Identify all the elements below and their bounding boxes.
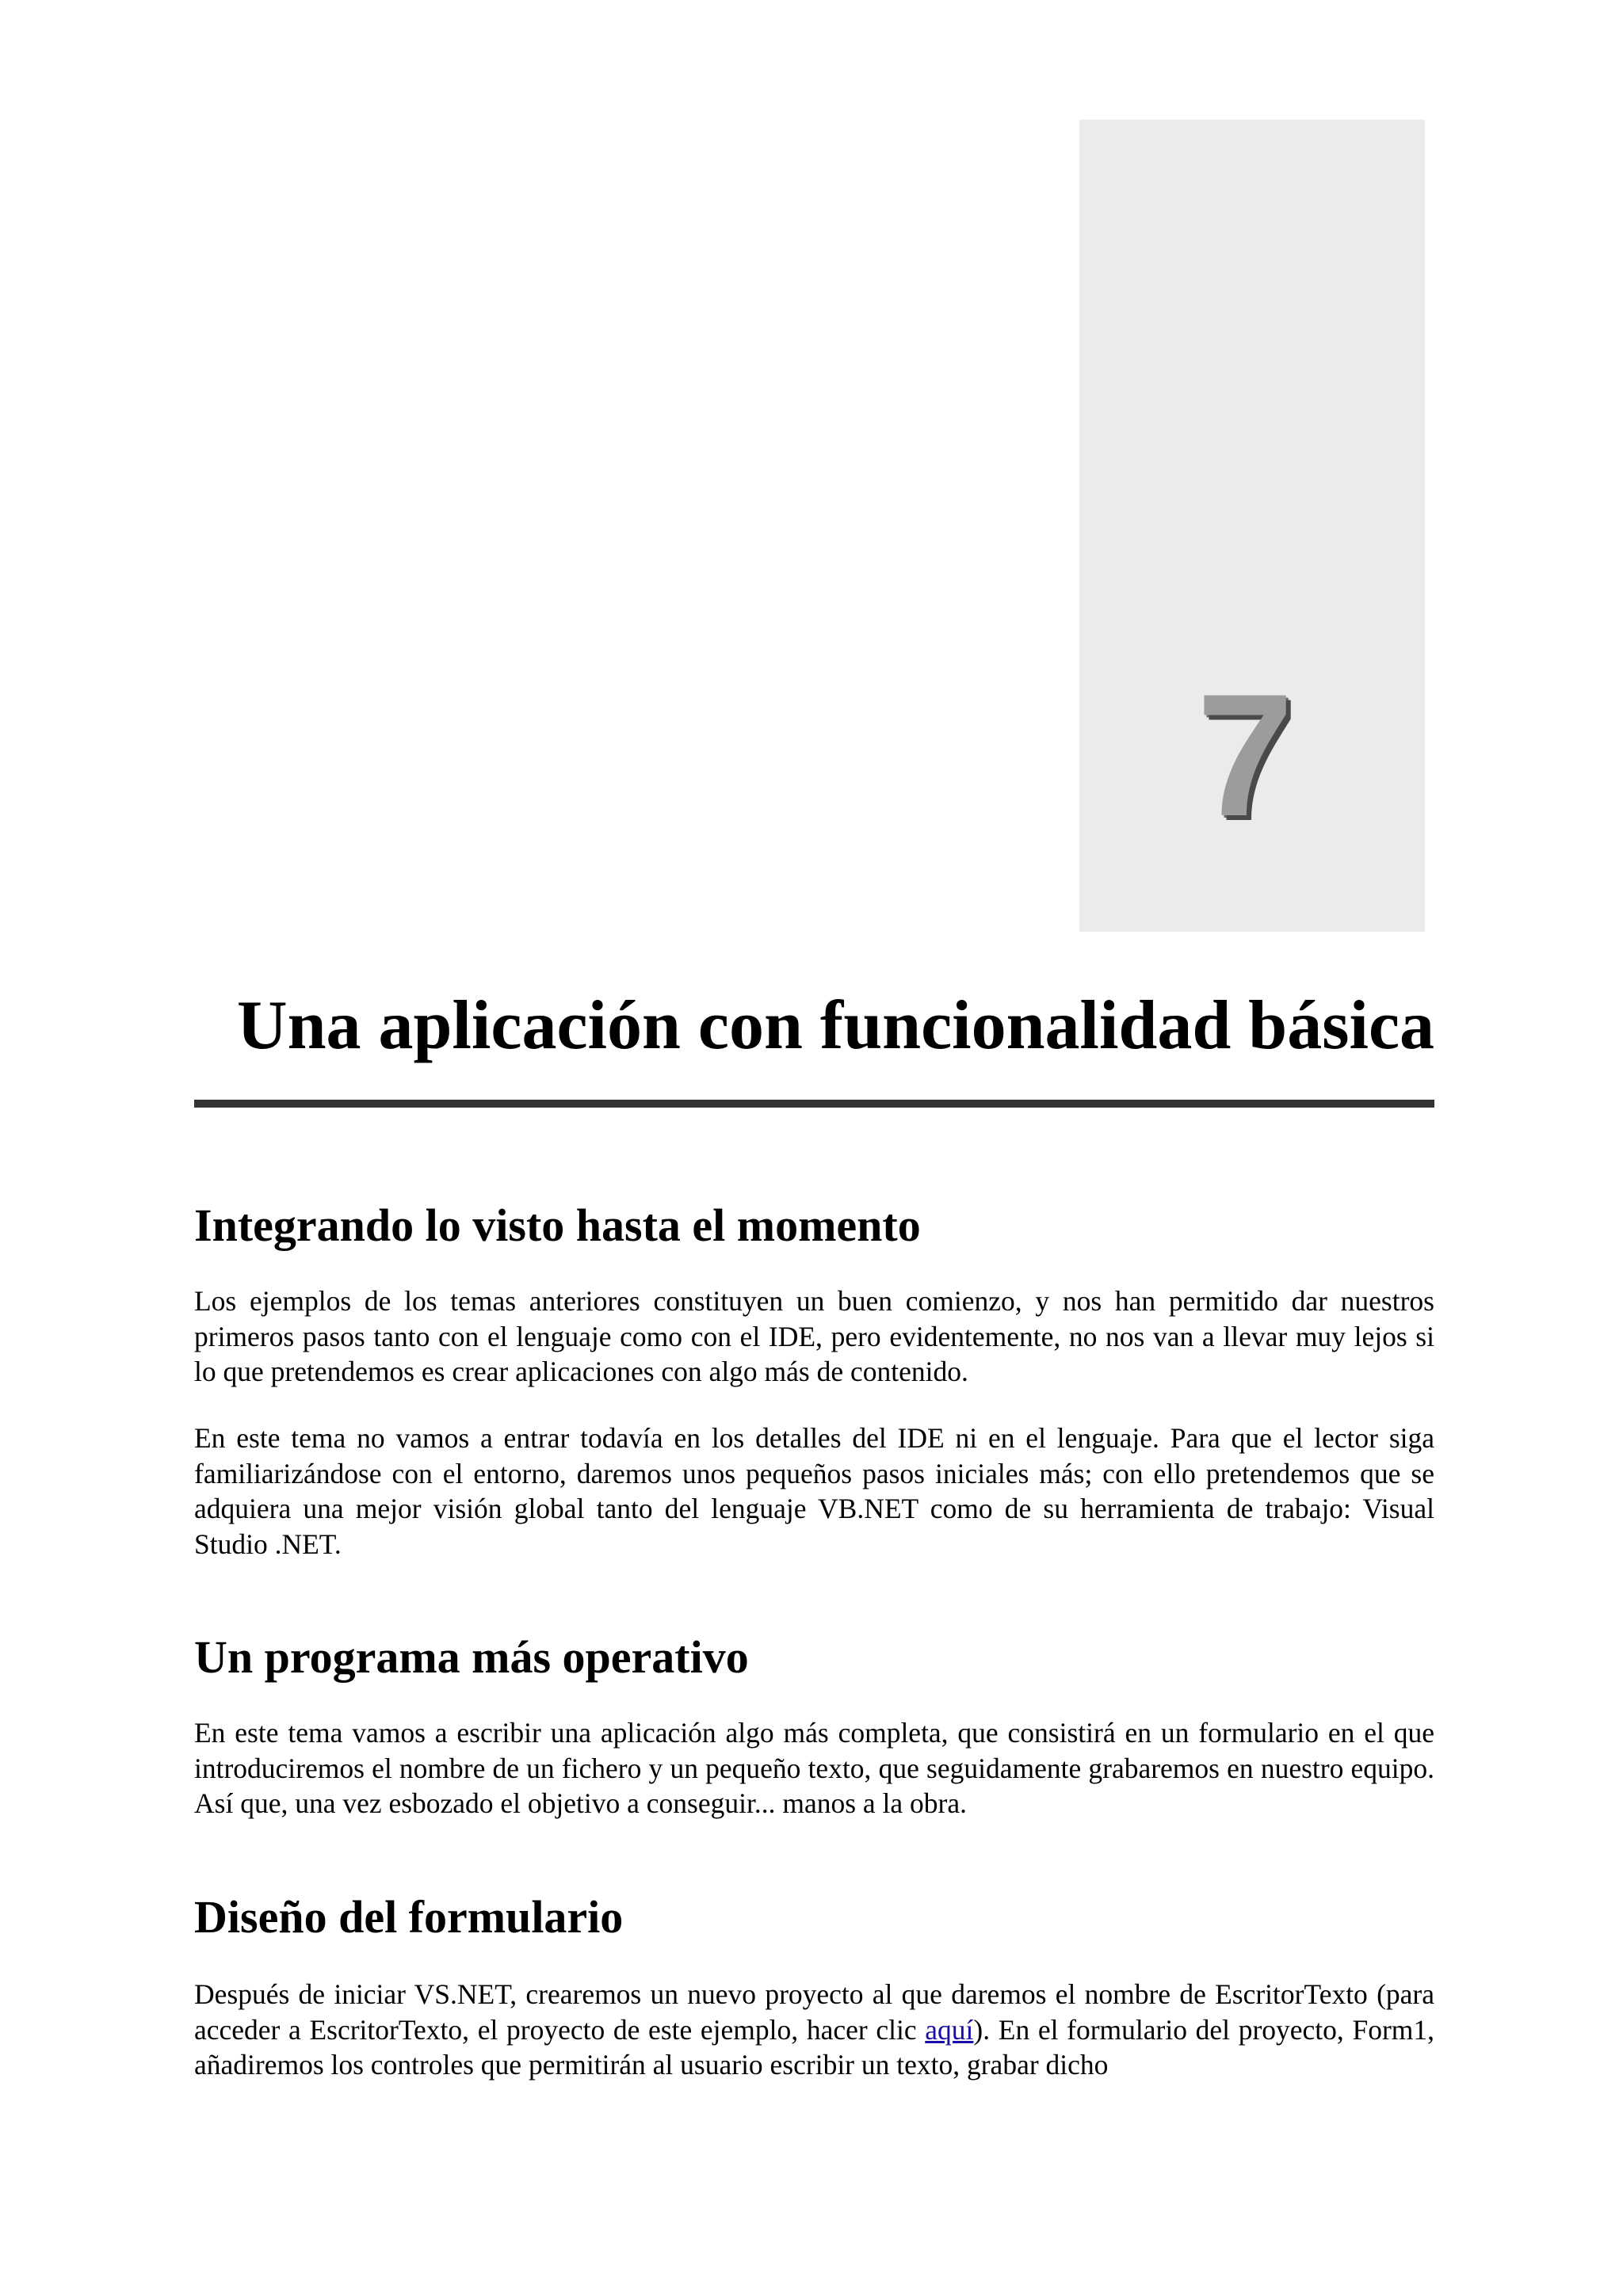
section-integrando-body <box>194 1283 1434 1390</box>
section-diseno <box>194 1890 1434 1945</box>
chapter-title: Una aplicación con funcionalidad básica <box>237 987 1434 1064</box>
title-divider <box>194 1100 1434 1108</box>
paragraph-text-before-link: Después de iniciar VS.NET, crearemos un nuevo proyecto al que daremos el nombre de EscritorTexto (para acceder a EscritorTexto, el proyecto de este ejemplo, hacer clic <box>194 1978 1434 2046</box>
section-programa <box>194 1630 1434 1685</box>
section-integrando-body-2 <box>194 1421 1434 1562</box>
project-link[interactable]: aquí <box>925 2013 974 2046</box>
paragraph: Los ejemplos de los temas anteriores constituyen un buen comienzo, y nos han permitido dar nuestros primeros pasos tanto con el lenguaje como con el IDE, pero evidentemente, no nos van a llevar muy lejos si lo que pretendemos es crear aplicaciones con algo más de contenido. <box>194 1285 1434 1387</box>
section-heading: Un programa más operativo <box>194 1631 749 1683</box>
section-heading: Integrando lo visto hasta el momento <box>194 1199 921 1251</box>
section-programa-body <box>194 1715 1434 1821</box>
section-heading: Diseño del formulario <box>194 1891 624 1943</box>
section-integrando <box>194 1198 1434 1253</box>
chapter-number: 7 <box>1197 658 1294 852</box>
paragraph-text-after-link: ). En el formulario del proyecto, Form1, añadiremos los controles que permitirán al usuario escribir un texto, grabar dicho <box>194 2013 1434 2081</box>
section-diseno-body <box>194 1977 1434 2083</box>
paragraph: En este tema vamos a escribir una aplicación algo más completa, que consistirá en un formulario en el que introduciremos el nombre de un fichero y un pequeño texto, que seguidamente grabaremos en nuestro equipo. Así que, una vez esbozado el objetivo a conseguir... manos a la obra. <box>194 1717 1434 1819</box>
paragraph <box>194 1977 1434 2083</box>
paragraph: En este tema no vamos a entrar todavía en los detalles del IDE ni en el lenguaje. Para que el lector siga familiarizándose con el entorno, daremos unos pequeños pasos iniciales más; con ello pretendemos que se adquiera una mejor visión global tanto del lenguaje VB.NET como de su herramienta de trabajo: Visual Studio .NET. <box>194 1422 1434 1560</box>
